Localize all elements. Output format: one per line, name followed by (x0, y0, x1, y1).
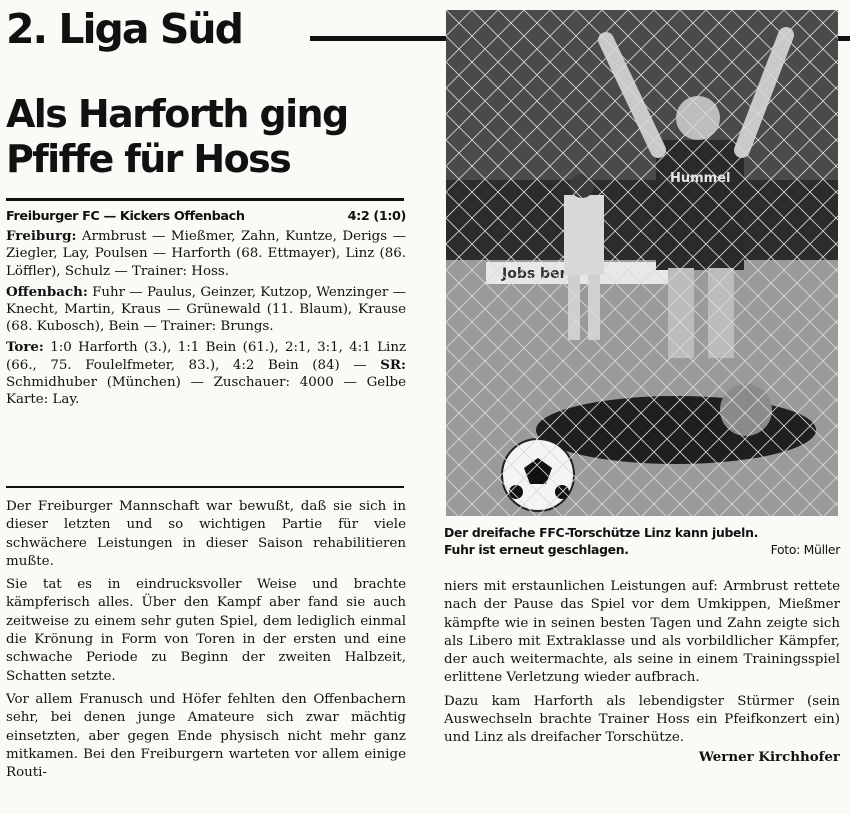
match-score: 4:2 (1:0) (347, 209, 406, 224)
article-column-right (444, 578, 840, 766)
referee-text: Schmidhuber (München) — Zuschauer: 4000 — Gelbe Karte: Lay. (6, 374, 406, 408)
facts-bottom-rule (6, 486, 404, 488)
match-facts-box (6, 208, 406, 412)
caption-line-2: Fuhr ist erneut geschlagen. (444, 542, 629, 557)
lineup-offenbach (6, 284, 406, 336)
article-paragraph: Sie tat es in eindrucksvoller Weise und brachte kämpferisch alles. Über den Kampf aber fand sie auch zeitweise zu einem sehr guten Spiel, dem lediglich einmal die Krönung in Form von Toren in der ersten und eine schwache Periode zu Beginn der zweiten Halbzeit, Schatten setzte. (6, 577, 406, 684)
lineup-freiburg (6, 228, 406, 280)
section-title: 2. Liga Süd (6, 5, 242, 53)
article-column-left (6, 498, 406, 787)
article-paragraph: Vor allem Franusch und Höfer fehlten den Offenbachern sehr, bei denen junge Amateure sich zwar mächtig einsetzten, aber gegen Ende physisch nicht mehr ganz mitkamen. Bei den Freiburgern warteten vor allem einige Routi- (6, 691, 406, 781)
byline: Werner Kirchhofer (698, 748, 840, 765)
goals-and-referee (6, 339, 406, 408)
article-paragraph-text: Dazu kam Harforth als lebendigster Stürmer (sein Auswechseln brachte Trainer Hoss ein Pfeifkonzert ein) und Linz als dreifacher Torschütze. (444, 693, 840, 746)
match-line (6, 208, 406, 225)
photo-credit: Foto: Müller (770, 542, 840, 557)
article-paragraph: niers mit erstaunlichen Leistungen auf: Armbrust rettete nach der Pause das Spiel vor dem Umkippen, Mießmer kämpfte wie in seinen besten Tagen und Zahn zeigte sich als Libero mit Extraklasse und als vorbildlicher Kämpfer, der auch weitermachte, als seine in einem Trainingsspiel erlittene Verletzung wieder aufbrach. (444, 579, 840, 686)
headline-line-2: Pfiffe für Hoss (6, 137, 291, 181)
lineup-offenbach-text: Fuhr — Paulus, Geinzer, Kutzop, Wenzinger — Knecht, Martin, Kraus — Grünewald (11. Blaum), Krause (68. Kubosch), Bein — Trainer: Brungs. (6, 284, 406, 335)
article-paragraph-last (444, 693, 840, 748)
byline-row (444, 748, 840, 766)
headline-line-1: Als Harforth ging (6, 92, 348, 136)
goals-label: Tore: (6, 339, 44, 356)
referee-label: SR: (380, 356, 406, 373)
goals-text: 1:0 Harforth (3.), 1:1 Bein (61.), 2:1, 3:1, 4:1 Linz (66., 75. Foulelfmeter, 83.), 4:2 Bein (84) — (6, 340, 406, 373)
lineup-freiburg-label: Freiburg: (6, 228, 77, 245)
match-teams: Freiburger FC — Kickers Offenbach (6, 209, 245, 224)
lineup-offenbach-label: Offenbach: (6, 283, 88, 300)
photo-caption (444, 524, 840, 558)
lineup-freiburg-text: Armbrust — Mießmer, Zahn, Kuntze, Derigs — Ziegler, Lay, Poulsen — Harforth (68. Ettmayer), Linz (86. Löffler), Schulz — Trainer: Hoss. (6, 229, 406, 279)
article-paragraph: Der Freiburger Mannschaft war bewußt, daß sie sich in dieser letzten und so wichtigen Partie für viele schwächere Leistungen in dieser Saison rehabilitieren mußte. (6, 499, 406, 569)
match-photo (446, 10, 838, 516)
goal-celebration-image (446, 10, 838, 516)
facts-top-rule (6, 198, 404, 201)
headline (6, 92, 426, 182)
caption-line-1: Der dreifache FFC-Torschütze Linz kann jubeln. (444, 525, 759, 540)
caption-credit-row (444, 541, 840, 558)
